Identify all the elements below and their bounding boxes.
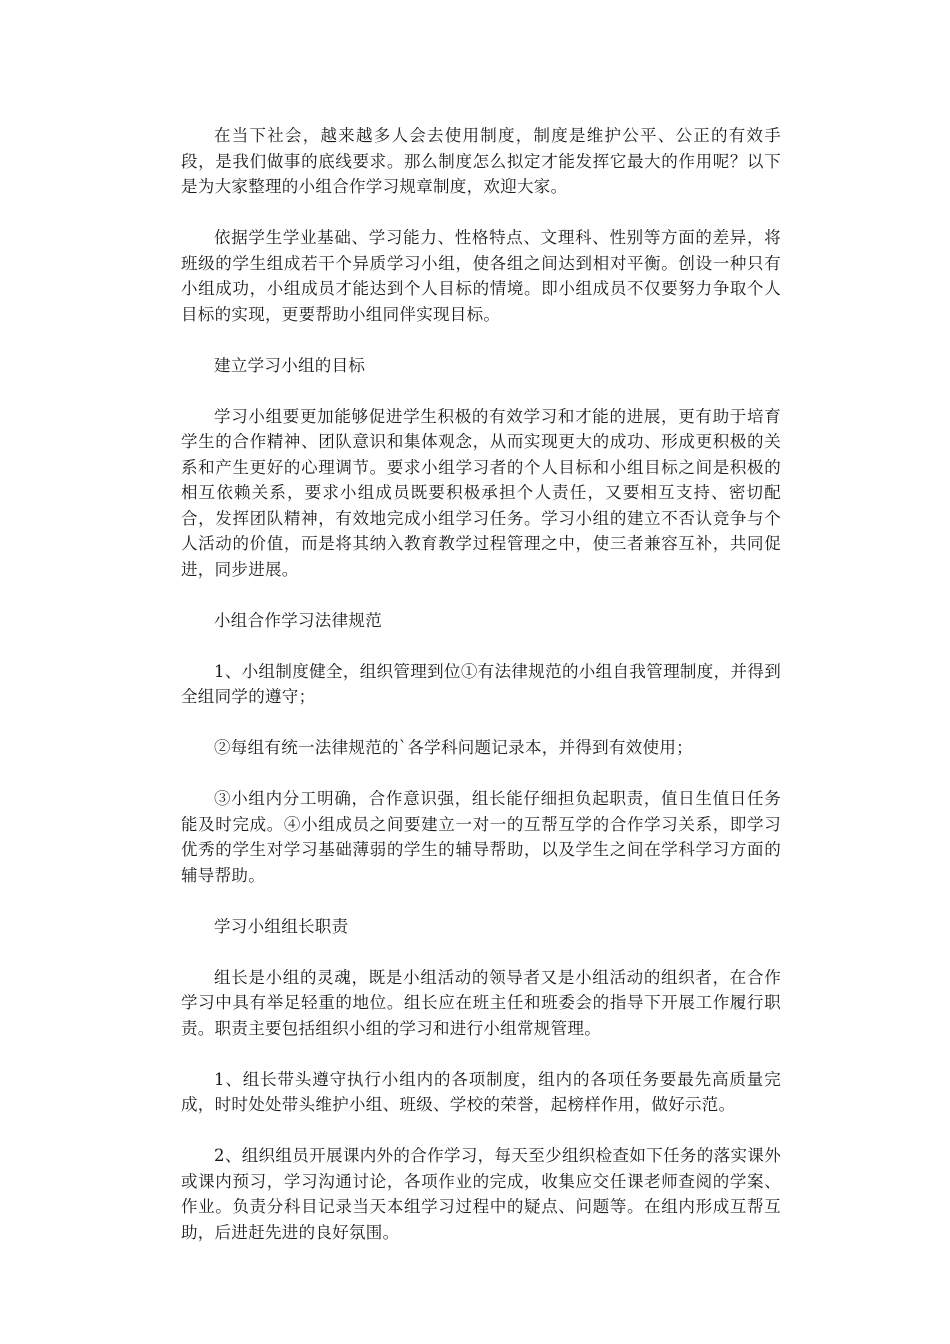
grouping-paragraph: 依据学生学业基础、学习能力、性格特点、文理科、性别等方面的差异，将班级的学生组成若干个异质学习小组，使各组之间达到相对平衡。创设一种只有小组成功，小组成员才能达到个人目标的情境。即小组成员不仅要努力争取个人目标的实现，更要帮助小组同伴实现目标。 xyxy=(181,228,781,324)
rule-item-3-4: ③小组内分工明确，合作意识强，组长能仔细担负起职责，值日生值日任务能及时完成。④小组成员之间要建立一对一的互帮互学的合作学习关系，即学习优秀的学生对学习基础薄弱的学生的辅导帮助，以及学生之间在学科学习方面的辅导帮助。 xyxy=(181,789,781,885)
paragraph-spacer xyxy=(181,710,781,736)
paragraph-spacer xyxy=(181,761,781,787)
paragraph-spacer xyxy=(181,582,781,608)
goals-paragraph: 学习小组要更加能够促进学生积极的有效学习和才能的进展，更有助于培育学生的合作精神、团队意识和集体观念，从而实现更大的成功、形成更积极的关系和产生更好的心理调节。要求小组学习者的个人目标和小组目标之间是积极的相互依赖关系，要求小组成员既要积极承担个人责任，又要相互支持、密切配合，发挥团队精神，有效地完成小组学习任务。学习小组的建立不否认竞争与个人活动的价值，而是将其纳入教育教学过程管理之中，使三者兼容互补，共同促进，同步进展。 xyxy=(181,406,781,579)
duty-item-2: 2、组织组员开展课内外的合作学习，每天至少组织检查如下任务的落实课外或课内预习，学习沟通讨论，各项作业的完成，收集应交任课老师查阅的学案、作业。负责分科目记录当天本组学习过程中的疑点、问题等。在组内形成互帮互助，后进赶先进的良好氛围。 xyxy=(181,1146,781,1242)
leader-role-paragraph: 组长是小组的灵魂，既是小组活动的领导者又是小组活动的组织者，在合作学习中具有举足轻重的地位。组长应在班主任和班委会的指导下开展工作履行职责。职责主要包括组织小组的学习和进行小组常规管理。 xyxy=(181,967,781,1038)
paragraph-spacer xyxy=(181,378,781,404)
document-page xyxy=(181,123,781,1245)
paragraph-spacer xyxy=(181,1118,781,1144)
paragraph-spacer xyxy=(181,200,781,226)
paragraph-spacer xyxy=(181,1041,781,1067)
paragraph-spacer xyxy=(181,327,781,353)
paragraph-spacer xyxy=(181,888,781,914)
rule-item-2: ②每组有统一法律规范的`各学科问题记录本，并得到有效使用； xyxy=(214,738,693,757)
section-heading-leader-duties: 学习小组组长职责 xyxy=(214,916,349,936)
duty-item-1: 1、组长带头遵守执行小组内的各项制度，组内的各项任务要最先高质量完成，时时处处带头维护小组、班级、学校的荣誉，起榜样作用，做好示范。 xyxy=(181,1069,781,1114)
paragraph-spacer xyxy=(181,939,781,965)
section-heading-goals: 建立学习小组的目标 xyxy=(214,355,366,375)
rule-item-1: 1、小组制度健全，组织管理到位①有法律规范的小组自我管理制度，并得到全组同学的遵守； xyxy=(181,661,781,706)
paragraph-spacer xyxy=(181,633,781,659)
intro-paragraph: 在当下社会，越来越多人会去使用制度，制度是维护公平、公正的有效手段，是我们做事的底线要求。那么制度怎么拟定才能发挥它最大的作用呢？以下是为大家整理的小组合作学习规章制度，欢迎大家。 xyxy=(181,126,781,196)
section-heading-rules: 小组合作学习法律规范 xyxy=(214,610,382,630)
